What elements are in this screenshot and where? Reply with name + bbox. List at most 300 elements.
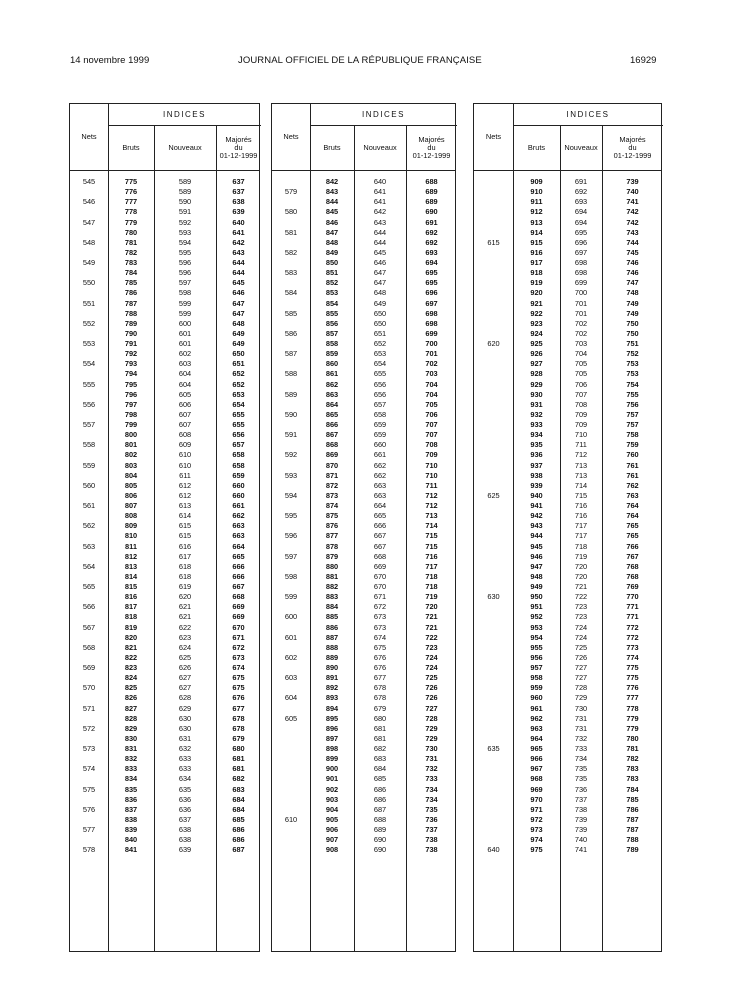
bruts-value: 789 — [124, 318, 138, 328]
table-row — [272, 339, 455, 349]
nets-value: 551 — [82, 298, 96, 308]
nets-value: 591 — [284, 430, 298, 440]
nouveaux-value: 630 — [178, 713, 192, 723]
majores-header: Majorés du 01-12-1999 — [412, 135, 451, 160]
table-row — [272, 400, 455, 410]
majores-value: 729 — [425, 733, 438, 743]
majores-value: 697 — [425, 298, 438, 308]
table-row — [272, 288, 455, 298]
table-row — [272, 440, 455, 450]
majores-value: 700 — [425, 339, 438, 348]
nouveaux-value: 607 — [178, 420, 192, 429]
bruts-value: 926 — [530, 349, 543, 359]
bruts-value: 929 — [530, 379, 543, 389]
table-row — [272, 714, 455, 724]
indices-table-1 — [69, 103, 260, 952]
bruts-value: 910 — [530, 187, 543, 197]
majores-value: 737 — [425, 825, 438, 834]
majores-value: 761 — [626, 470, 639, 480]
majores-value: 708 — [425, 440, 438, 450]
nouveaux-value: 667 — [373, 531, 387, 541]
bruts-value: 828 — [124, 713, 138, 723]
bruts-value: 956 — [530, 652, 543, 662]
nouveaux-value: 716 — [574, 501, 588, 510]
majores-value: 661 — [232, 501, 245, 510]
table-row — [474, 531, 661, 541]
table-row — [272, 491, 455, 501]
bruts-value: 779 — [124, 217, 138, 227]
table-row — [272, 471, 455, 481]
bruts-value: 914 — [530, 227, 543, 237]
nets-value: 581 — [284, 227, 298, 237]
bruts-value: 813 — [124, 561, 138, 571]
bruts-value: 953 — [530, 622, 543, 632]
table-row — [272, 815, 455, 825]
nouveaux-value: 672 — [373, 602, 387, 612]
table-row — [272, 673, 455, 683]
nouveaux-value: 623 — [178, 632, 192, 642]
nouveaux-value: 705 — [574, 369, 588, 379]
bruts-value: 791 — [124, 339, 138, 348]
nouveaux-value: 655 — [373, 369, 387, 379]
nets-value: 594 — [284, 490, 298, 500]
majores-value: 724 — [425, 652, 438, 662]
nouveaux-value: 666 — [373, 521, 387, 531]
table-row — [70, 602, 259, 612]
nouveaux-value: 665 — [373, 511, 387, 521]
bruts-value: 901 — [325, 774, 339, 784]
nets-value: 603 — [284, 673, 298, 683]
majores-value: 678 — [232, 713, 245, 723]
majores-value: 638 — [232, 197, 245, 207]
bruts-value: 888 — [325, 642, 339, 652]
bruts-value: 807 — [124, 501, 138, 510]
table-row — [474, 845, 661, 855]
table-row — [474, 369, 661, 379]
table-row — [474, 744, 661, 754]
majores-value: 649 — [232, 328, 245, 338]
bruts-value: 874 — [325, 501, 339, 510]
nouveaux-value: 740 — [574, 835, 588, 845]
bruts-value: 837 — [124, 804, 138, 814]
nouveaux-value: 600 — [178, 318, 192, 328]
table-row — [474, 724, 661, 734]
bruts-value: 798 — [124, 409, 138, 419]
bruts-value: 944 — [530, 531, 543, 541]
majores-value: 663 — [232, 521, 245, 531]
majores-value: 724 — [425, 663, 438, 672]
majores-value: 640 — [232, 217, 245, 227]
majores-value: 789 — [626, 845, 639, 855]
bruts-value: 919 — [530, 278, 543, 288]
table-row — [70, 795, 259, 805]
indices-group-title: INDICES — [108, 104, 261, 126]
majores-value: 716 — [425, 551, 438, 561]
table-row — [70, 582, 259, 592]
majores-value: 637 — [232, 177, 245, 186]
majores-value: 742 — [626, 207, 639, 217]
majores-value: 685 — [232, 814, 245, 824]
bruts-value: 877 — [325, 531, 339, 541]
majores-value: 746 — [626, 258, 639, 267]
nets-value: 547 — [82, 217, 96, 227]
nouveaux-value: 681 — [373, 733, 387, 743]
nouveaux-value: 689 — [373, 825, 387, 834]
majores-value: 740 — [626, 187, 639, 197]
bruts-value: 799 — [124, 420, 138, 429]
table-row — [272, 764, 455, 774]
bruts-value: 881 — [325, 571, 339, 581]
nouveaux-value: 635 — [178, 784, 192, 794]
table-row — [272, 552, 455, 562]
majores-value: 654 — [232, 399, 245, 409]
nouveaux-value: 610 — [178, 460, 192, 470]
nets-value: 555 — [82, 379, 96, 389]
table-row — [474, 734, 661, 744]
bruts-value: 829 — [124, 723, 138, 733]
majores-value: 681 — [232, 764, 245, 774]
majores-value: 673 — [232, 652, 245, 662]
nouveaux-value: 609 — [178, 440, 192, 450]
nets-value: 604 — [284, 693, 298, 703]
majores-value: 679 — [232, 733, 245, 743]
table-row — [272, 774, 455, 784]
nouveaux-value: 675 — [373, 642, 387, 652]
nouveaux-value: 644 — [373, 237, 387, 247]
majores-value: 692 — [425, 237, 438, 247]
majores-value: 750 — [626, 318, 639, 328]
nouveaux-value: 701 — [574, 298, 588, 308]
bruts-value: 788 — [124, 308, 138, 318]
bruts-value: 785 — [124, 278, 138, 288]
majores-value: 738 — [425, 835, 438, 845]
bruts-value: 841 — [124, 845, 138, 855]
bruts-value: 954 — [530, 632, 543, 642]
majores-value: 690 — [425, 207, 438, 217]
table-row — [70, 714, 259, 724]
nets-value: 552 — [82, 318, 96, 328]
table-row — [272, 369, 455, 379]
majores-value: 777 — [626, 693, 639, 703]
nets-value: 569 — [82, 663, 96, 672]
table-row — [70, 420, 259, 430]
majores-value: 761 — [626, 460, 639, 470]
nouveaux-value: 686 — [373, 784, 387, 794]
bruts-value: 776 — [124, 187, 138, 197]
nouveaux-value: 589 — [178, 187, 192, 197]
majores-value: 725 — [425, 673, 438, 683]
nouveaux-value: 719 — [574, 551, 588, 561]
nets-value: 549 — [82, 258, 96, 267]
bruts-value: 941 — [530, 501, 543, 510]
nouveaux-value: 704 — [574, 349, 588, 359]
nouveaux-value: 636 — [178, 794, 192, 804]
table-row — [474, 491, 661, 501]
table-row — [70, 400, 259, 410]
bruts-value: 903 — [325, 794, 339, 804]
table-row — [474, 552, 661, 562]
nouveaux-value: 628 — [178, 693, 192, 703]
nouveaux-value: 711 — [575, 440, 587, 450]
majores-value: 776 — [626, 683, 639, 693]
bruts-value: 848 — [325, 237, 339, 247]
bruts-value: 946 — [530, 551, 543, 561]
nouveaux-value: 638 — [178, 825, 192, 834]
bruts-value: 790 — [124, 328, 138, 338]
table-row — [474, 329, 661, 339]
majores-value: 650 — [232, 349, 245, 359]
bruts-value: 972 — [530, 814, 543, 824]
majores-value: 672 — [232, 642, 245, 652]
journal-title: JOURNAL OFFICIEL DE LA RÉPUBLIQUE FRANÇAISE — [238, 55, 482, 66]
table-row — [474, 582, 661, 592]
bruts-value: 786 — [124, 288, 138, 298]
table-row — [272, 663, 455, 673]
table-row — [70, 491, 259, 501]
bruts-value: 873 — [325, 490, 339, 500]
majores-value: 699 — [425, 328, 438, 338]
bruts-value: 842 — [325, 177, 339, 186]
majores-value: 760 — [626, 450, 639, 460]
bruts-value: 895 — [325, 713, 339, 723]
nouveaux-value: 708 — [574, 399, 588, 409]
bruts-value: 811 — [125, 541, 137, 551]
majores-value: 645 — [232, 278, 245, 288]
bruts-value: 932 — [530, 409, 543, 419]
nouveaux-value: 705 — [574, 359, 588, 369]
nets-value: 565 — [82, 582, 96, 591]
nouveaux-value: 731 — [574, 723, 588, 733]
bruts-value: 834 — [124, 774, 138, 784]
nouveaux-value: 697 — [574, 247, 588, 257]
majores-value: 787 — [626, 825, 639, 834]
table-row — [474, 501, 661, 511]
table-row — [272, 258, 455, 268]
bruts-value: 964 — [530, 733, 543, 743]
bruts-value: 853 — [325, 288, 339, 298]
nets-value: 625 — [487, 490, 500, 500]
nouveaux-value: 724 — [574, 622, 588, 632]
table-row — [70, 542, 259, 552]
bruts-value: 875 — [325, 511, 339, 521]
majores-value: 715 — [425, 531, 438, 541]
majores-value: 657 — [232, 440, 245, 450]
bruts-value: 861 — [325, 369, 339, 379]
majores-value: 750 — [626, 328, 639, 338]
nets-value: 579 — [284, 187, 298, 197]
nouveaux-value: 720 — [574, 571, 588, 581]
bruts-value: 933 — [530, 420, 543, 429]
table-row — [272, 744, 455, 754]
bruts-value: 957 — [530, 663, 543, 672]
table-row — [70, 521, 259, 531]
nets-value: 572 — [82, 723, 96, 733]
bruts-value: 942 — [530, 511, 543, 521]
bruts-value: 925 — [530, 339, 543, 348]
table-row — [70, 380, 259, 390]
bruts-value: 820 — [124, 632, 138, 642]
table-row — [70, 339, 259, 349]
nouveaux-value: 725 — [574, 642, 588, 652]
nouveaux-value: 721 — [574, 582, 588, 591]
table-row — [474, 774, 661, 784]
nouveaux-value: 691 — [574, 177, 588, 186]
table-row — [272, 207, 455, 217]
majores-value: 695 — [425, 268, 438, 278]
majores-value: 662 — [232, 511, 245, 521]
table-row — [70, 319, 259, 329]
bruts-value: 916 — [530, 247, 543, 257]
nouveaux-value: 690 — [373, 845, 387, 855]
nouveaux-value: 718 — [574, 541, 588, 551]
majores-value: 698 — [425, 318, 438, 328]
bruts-value: 872 — [325, 480, 339, 490]
majores-value: 736 — [425, 814, 438, 824]
bruts-value: 962 — [530, 713, 543, 723]
nets-value: 602 — [284, 652, 298, 662]
bruts-value: 869 — [325, 450, 339, 460]
majores-value: 732 — [425, 764, 438, 774]
nets-value: 568 — [82, 642, 96, 652]
table-row — [474, 714, 661, 724]
bruts-value: 808 — [124, 511, 138, 521]
bruts-value: 804 — [124, 470, 138, 480]
nouveaux-value: 668 — [373, 551, 387, 561]
nouveaux-value: 601 — [178, 328, 192, 338]
table-row — [272, 643, 455, 653]
nouveaux-value: 608 — [178, 430, 192, 440]
table-row — [474, 218, 661, 228]
table-row — [474, 410, 661, 420]
nouveaux-value: 695 — [574, 227, 588, 237]
nouveaux-value: 621 — [178, 602, 192, 612]
table-row — [474, 785, 661, 795]
bruts-value: 906 — [325, 825, 339, 834]
bruts-value: 967 — [530, 764, 543, 774]
majores-value: 748 — [626, 288, 639, 298]
majores-value: 649 — [232, 339, 245, 348]
majores-value: 764 — [626, 501, 639, 510]
nouveaux-value: 714 — [574, 480, 588, 490]
nouveaux-value: 688 — [373, 814, 387, 824]
nets-value: 548 — [82, 237, 96, 247]
bruts-value: 832 — [124, 754, 138, 764]
nets-value: 635 — [487, 744, 500, 753]
table-row — [474, 612, 661, 622]
nouveaux-header: Nouveaux — [564, 143, 598, 152]
bruts-value: 838 — [124, 814, 138, 824]
nets-value: 553 — [82, 339, 96, 348]
table-row — [474, 400, 661, 410]
table-row — [474, 299, 661, 309]
table-row — [70, 785, 259, 795]
nouveaux-value: 677 — [373, 673, 387, 683]
nouveaux-value: 693 — [574, 197, 588, 207]
nets-value: 575 — [82, 784, 96, 794]
nets-value: 601 — [284, 632, 298, 642]
nouveaux-value: 650 — [373, 318, 387, 328]
nouveaux-value: 593 — [178, 227, 192, 237]
table-row — [272, 461, 455, 471]
majores-value: 749 — [626, 308, 639, 318]
majores-value: 695 — [425, 278, 438, 288]
bruts-value: 814 — [124, 571, 138, 581]
majores-value: 733 — [425, 774, 438, 784]
bruts-value: 920 — [530, 288, 543, 298]
table-row — [70, 815, 259, 825]
majores-value: 684 — [232, 794, 245, 804]
bruts-value: 795 — [124, 379, 138, 389]
bruts-value: 887 — [325, 632, 339, 642]
majores-value: 687 — [232, 845, 245, 855]
nouveaux-value: 698 — [574, 258, 588, 267]
bruts-value: 801 — [124, 440, 138, 450]
nets-value: 576 — [82, 804, 96, 814]
majores-value: 726 — [425, 693, 438, 703]
bruts-value: 960 — [530, 693, 543, 703]
bruts-value: 797 — [124, 399, 138, 409]
table-row — [474, 268, 661, 278]
nouveaux-value: 631 — [178, 733, 192, 743]
table-row — [272, 349, 455, 359]
table-row — [70, 724, 259, 734]
table-row — [272, 704, 455, 714]
nouveaux-value: 641 — [373, 187, 387, 197]
majores-value: 775 — [626, 673, 639, 683]
majores-value: 648 — [232, 318, 245, 328]
majores-value: 665 — [232, 551, 245, 561]
bruts-value: 938 — [530, 470, 543, 480]
nouveaux-value: 615 — [178, 521, 192, 531]
nouveaux-value: 735 — [574, 774, 588, 784]
table-row — [272, 248, 455, 258]
majores-value: 775 — [626, 663, 639, 672]
bruts-value: 908 — [325, 845, 339, 855]
nouveaux-value: 604 — [178, 379, 192, 389]
table-row — [474, 380, 661, 390]
bruts-value: 940 — [530, 490, 543, 500]
majores-value: 784 — [626, 784, 639, 794]
table-row — [272, 521, 455, 531]
bruts-value: 890 — [325, 663, 339, 672]
majores-value: 727 — [425, 703, 438, 713]
bruts-value: 823 — [124, 663, 138, 672]
bruts-value: 817 — [124, 602, 138, 612]
table-row — [474, 420, 661, 430]
majores-value: 696 — [425, 288, 438, 298]
majores-value: 680 — [232, 744, 245, 753]
nouveaux-value: 614 — [178, 511, 192, 521]
nouveaux-value: 731 — [574, 713, 588, 723]
majores-value: 769 — [626, 582, 639, 591]
bruts-value: 812 — [124, 551, 138, 561]
nouveaux-value: 647 — [373, 278, 387, 288]
table-row — [70, 207, 259, 217]
nouveaux-value: 694 — [574, 207, 588, 217]
nouveaux-value: 595 — [178, 247, 192, 257]
table-row — [70, 572, 259, 582]
nouveaux-value: 676 — [373, 652, 387, 662]
nouveaux-value: 739 — [574, 825, 588, 834]
majores-value: 719 — [425, 592, 438, 602]
bruts-value: 794 — [124, 369, 138, 379]
bruts-value: 934 — [530, 430, 543, 440]
table-row — [474, 238, 661, 248]
table-row — [272, 319, 455, 329]
bruts-value: 935 — [530, 440, 543, 450]
nouveaux-value: 722 — [574, 592, 588, 602]
majores-value: 720 — [425, 602, 438, 612]
